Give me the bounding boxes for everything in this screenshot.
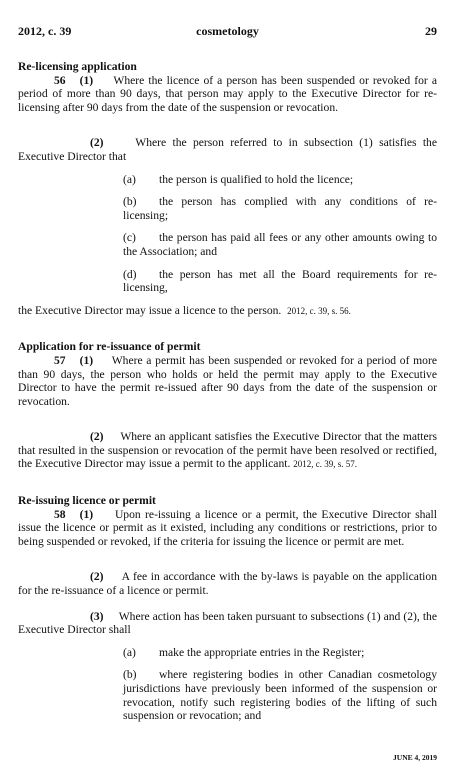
section-number: 56: [54, 73, 66, 87]
clause-c: [123, 231, 437, 258]
section-58-subsection-3: [18, 610, 437, 637]
subsection-text: Upon re-issuing a licence or a permit, the Executive Director shall issue the licence or permit as it existed, including any conditions or restrictions, prior to being suspended or revoked, if the criteria for issuing the licence or permit are met.: [18, 507, 437, 548]
clause-a: [123, 646, 437, 660]
clause-text: where registering bodies in other Canadian cosmetology jurisdictions have previously been informed of the suspension or revocation, notify such registering bodies of the lifting of such suspension or revocation; and: [123, 668, 437, 723]
section-56-subsection-1: [18, 74, 437, 115]
subsection-number: (2): [90, 136, 104, 150]
clause-text: the person has complied with any conditions of re-licensing;: [123, 195, 437, 222]
subsection-number: (2): [90, 430, 104, 444]
section-58-heading: Re-issuing licence or permit: [18, 494, 156, 508]
subsection-number: (1): [79, 73, 94, 87]
section-56-heading: Re-licensing application: [18, 60, 137, 73]
subsection-number: (2): [90, 570, 104, 584]
clause-text: the person has met all the Board requirements for re-licensing,: [123, 267, 437, 295]
clause-label: (b): [123, 195, 137, 209]
subsection-text: Where the person referred to in subsection (1) satisfies the Executive Director that: [18, 136, 437, 163]
subsection-text: A fee in accordance with the by-laws is payable on the application for the re-issuance of a licence or permit.: [18, 570, 437, 598]
subsection-number: (1): [79, 507, 94, 521]
clause-d: [123, 268, 437, 295]
section-58-subsection-2: [18, 570, 437, 597]
section-number: 57: [54, 353, 66, 367]
section-56-closing: [18, 304, 437, 319]
clause-label: (c): [123, 231, 136, 245]
clause-label: (b): [123, 668, 137, 682]
section-58-subsection-1: [18, 508, 437, 549]
chapter-citation: 2012, c. 39: [18, 24, 72, 38]
subsection-text: Where the licence of a person has been suspended or revoked for a period of more than 90 days, that person may apply to the Executive Director for re-licensing after 90 days from the date of the suspension or revocation.: [18, 73, 437, 114]
page-body: [18, 60, 437, 723]
section-57-heading: Application for re-issuance of permit: [18, 340, 201, 354]
section-57-subsection-1: [18, 354, 437, 408]
clause-b: [123, 668, 437, 722]
subsection-number: (3): [90, 609, 104, 623]
clause-b: [123, 195, 437, 222]
subsection-text: Where action has been taken pursuant to subsections (1) and (2), the Executive Director shall: [18, 609, 437, 637]
clause-text: the person is qualified to hold the licence;: [159, 172, 354, 186]
clause-label: (a): [123, 645, 136, 659]
closing-text: the Executive Director may issue a licence to the person.: [18, 303, 282, 317]
clause-label: (a): [123, 172, 136, 186]
clause-text: the person has paid all fees or any other amounts owing to the Association; and: [123, 231, 437, 258]
section-57-subsection-2: [18, 430, 437, 472]
running-title: cosmetology: [196, 24, 259, 38]
history-citation: 2012, c. 39, s. 56.: [287, 305, 351, 316]
subsection-number: (1): [79, 353, 94, 367]
subsection-text: Where a permit has been suspended or revoked for a period of more than 90 days, the person who holds or held the permit may apply to the Executive Director to have the permit re-issued after 90 days from the date of the suspension or revocation.: [18, 353, 437, 408]
page-header: [18, 24, 437, 40]
page-footer-date: JUNE 4, 2019: [393, 753, 437, 762]
clause-a: [123, 173, 437, 187]
clause-label: (d): [123, 267, 137, 281]
subsection-text: Where an applicant satisfies the Executive Director that the matters that resulted in the suspension or revocation of the permit have been resolved or rectified, the Executive Director may issue a permit to the applicant.: [18, 430, 437, 471]
history-citation: 2012, c. 39, s. 57.: [293, 459, 358, 470]
section-number: 58: [54, 507, 66, 521]
clause-text: make the appropriate entries in the Register;: [159, 645, 365, 659]
page-number: 29: [425, 24, 437, 38]
section-56-subsection-2: [18, 136, 437, 163]
